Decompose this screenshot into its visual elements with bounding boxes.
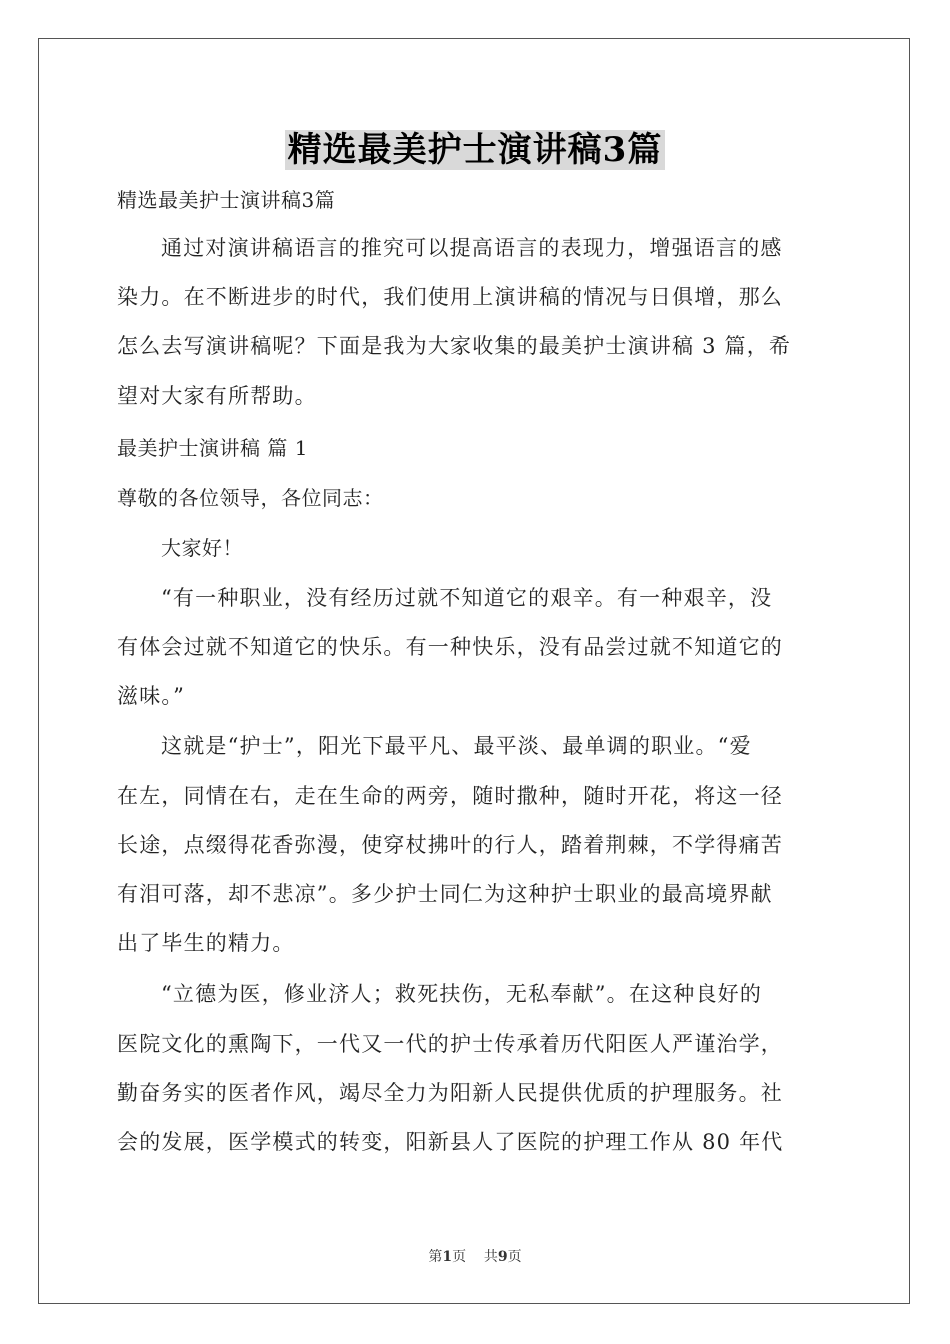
intro-line: 望对大家有所帮助。 — [117, 384, 317, 408]
paragraph-line: 医院文化的熏陶下，一代又一代的护士传承着历代阳医人严谨治学， — [117, 1032, 783, 1056]
page-footer — [0, 1246, 950, 1266]
paragraph-line: 有体会过就不知道它的快乐。有一种快乐，没有品尝过就不知道它的 — [117, 635, 783, 659]
paragraph-line: 出了毕生的精力。 — [117, 931, 295, 955]
paragraph-line: 会的发展，医学模式的转变，阳新县人了医院的护理工作从 80 年代 — [117, 1130, 784, 1154]
page-unit: 页 — [452, 1249, 467, 1265]
salutation: 尊敬的各位领导，各位同志： — [117, 486, 384, 510]
document-title: 精选最美护士演讲稿3篇 — [0, 124, 950, 176]
page-total: 9 — [497, 1249, 508, 1265]
section-heading: 最美护士演讲稿 篇 1 — [117, 436, 308, 460]
page-current: 1 — [442, 1249, 453, 1265]
paragraph-line: 在左，同情在右，走在生命的两旁，随时撒种，随时开花，将这一径 — [117, 784, 783, 808]
paragraph-line: 长途，点缀得花香弥漫，使穿杖拂叶的行人，踏着荆棘，不学得痛苦 — [117, 833, 783, 857]
paragraph-line: 这就是“护士”，阳光下最平凡、最平淡、最单调的职业。“爱 — [161, 734, 752, 758]
total-unit: 页 — [507, 1249, 522, 1265]
page-prefix: 第 — [428, 1249, 443, 1265]
intro-line: 染力。在不断进步的时代，我们使用上演讲稿的情况与日俱增，那么 — [117, 285, 783, 309]
document-subtitle: 精选最美护士演讲稿3篇 — [117, 188, 336, 212]
paragraph-line: 勤奋务实的医者作风，竭尽全力为阳新人民提供优质的护理服务。社 — [117, 1081, 783, 1105]
paragraph-line: “有一种职业，没有经历过就不知道它的艰辛。有一种艰辛，没 — [161, 586, 773, 610]
paragraph-line: “立德为医，修业济人；救死扶伤，无私奉献”。在这种良好的 — [161, 982, 763, 1006]
paragraph-line: 滋味。” — [117, 684, 186, 708]
greeting: 大家好！ — [161, 536, 243, 560]
intro-line: 怎么去写演讲稿呢？下面是我为大家收集的最美护士演讲稿 3 篇，希 — [117, 334, 792, 358]
intro-line: 通过对演讲稿语言的推究可以提高语言的表现力，增强语言的感 — [161, 236, 783, 260]
paragraph-line: 有泪可落，却不悲凉”。多少护士同仁为这种护士职业的最高境界献 — [117, 882, 773, 906]
total-prefix: 共 — [483, 1249, 498, 1265]
